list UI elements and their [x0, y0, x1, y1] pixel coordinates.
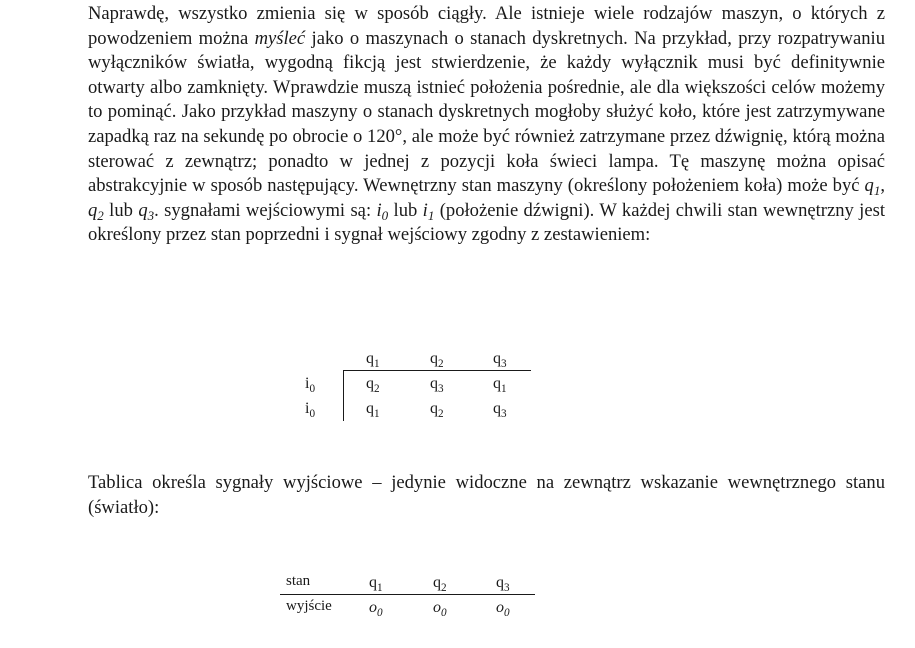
table-header-cell: $q_3$ [493, 350, 507, 370]
table-header-label: stan [286, 573, 311, 589]
text-span: . sygnałami wejściowymi są: [154, 199, 377, 221]
table-row-label: $i_0$ [305, 375, 316, 395]
text-span: (położenie dźwigni). W każdej chwili stan wewnętrzny jest określony przez stan poprzedni i sygnał wejściowy zgodny z zestawieniem: [88, 199, 886, 246]
math-i1: $i_1$ [422, 199, 435, 223]
table-header-cell: $q_2$ [430, 350, 444, 370]
table-header-cell: $q_2$ [433, 574, 447, 594]
table-cell: $q_1$ [493, 375, 507, 395]
math-q1: $q_1$ [864, 175, 881, 199]
table-cell: $o_0$ [369, 599, 383, 619]
table-vertical-rule [343, 370, 344, 421]
text-span: jako o maszynach o stanach dyskretnych. Na przykład, przy rozpatrywaniu wyłączników światła, wygodną fikcją jest stwierdzenie, że każdy wyłącznik musi być definitywnie otwarty albo zamknięty. Wprawdzie muszą istnieć położenia pośrednie, ale dla większości celów możemy to pominąć. Jako przykład maszyny o stanach dyskretnych mogłoby służyć koło, które jest zatrzymywane zapadką raz na sekundę po obrocie o 120°, ale może być również zatrzymane przez dźwignię, którą można sterować z zewnątrz; ponadto w jednej z pozycji koła świeci lampa. Tę maszynę można opisać abstrakcyjnie w sposób następujący. Wewnętrzny stan maszyny (określony położeniem koła) może być [88, 27, 885, 197]
text-span: lub [103, 199, 139, 221]
table-cell: $q_3$ [493, 400, 507, 420]
table-header-rule [343, 370, 531, 371]
paragraph-intro [88, 2, 885, 248]
math-i0: $i_0$ [376, 199, 389, 223]
text-span: Naprawdę, wszystko zmienia się w sposób ciągły. Ale istnieje wiele rodzajów maszyn, o których z powodzeniem można [88, 3, 885, 49]
math-q3: $q_3$ [138, 199, 155, 223]
table-cell: $o_0$ [496, 599, 510, 619]
table-row-label: $i_0$ [305, 400, 316, 420]
table-cell: $q_2$ [430, 400, 444, 420]
text-span: , [880, 175, 885, 197]
table-row-label: wyjście [286, 598, 332, 614]
paragraph-output-intro: Tablica określa sygnały wyjściowe – jedynie widoczne na zewnątrz wskazanie wewnętrznego stanu (światło): [88, 472, 885, 518]
math-q2: $q_2$ [88, 199, 104, 223]
table-header-rule [280, 594, 535, 595]
table-cell: $o_0$ [433, 599, 447, 619]
table-header-cell: $q_1$ [369, 574, 383, 594]
emphasis-text: myśleć [254, 27, 306, 49]
table-header-cell: $q_1$ [366, 350, 380, 370]
table-header-cell: $q_3$ [496, 574, 510, 594]
text-span: lub [388, 199, 423, 221]
table-cell: $q_1$ [366, 400, 380, 420]
table-cell: $q_2$ [366, 375, 380, 395]
table-cell: $q_3$ [430, 375, 444, 395]
